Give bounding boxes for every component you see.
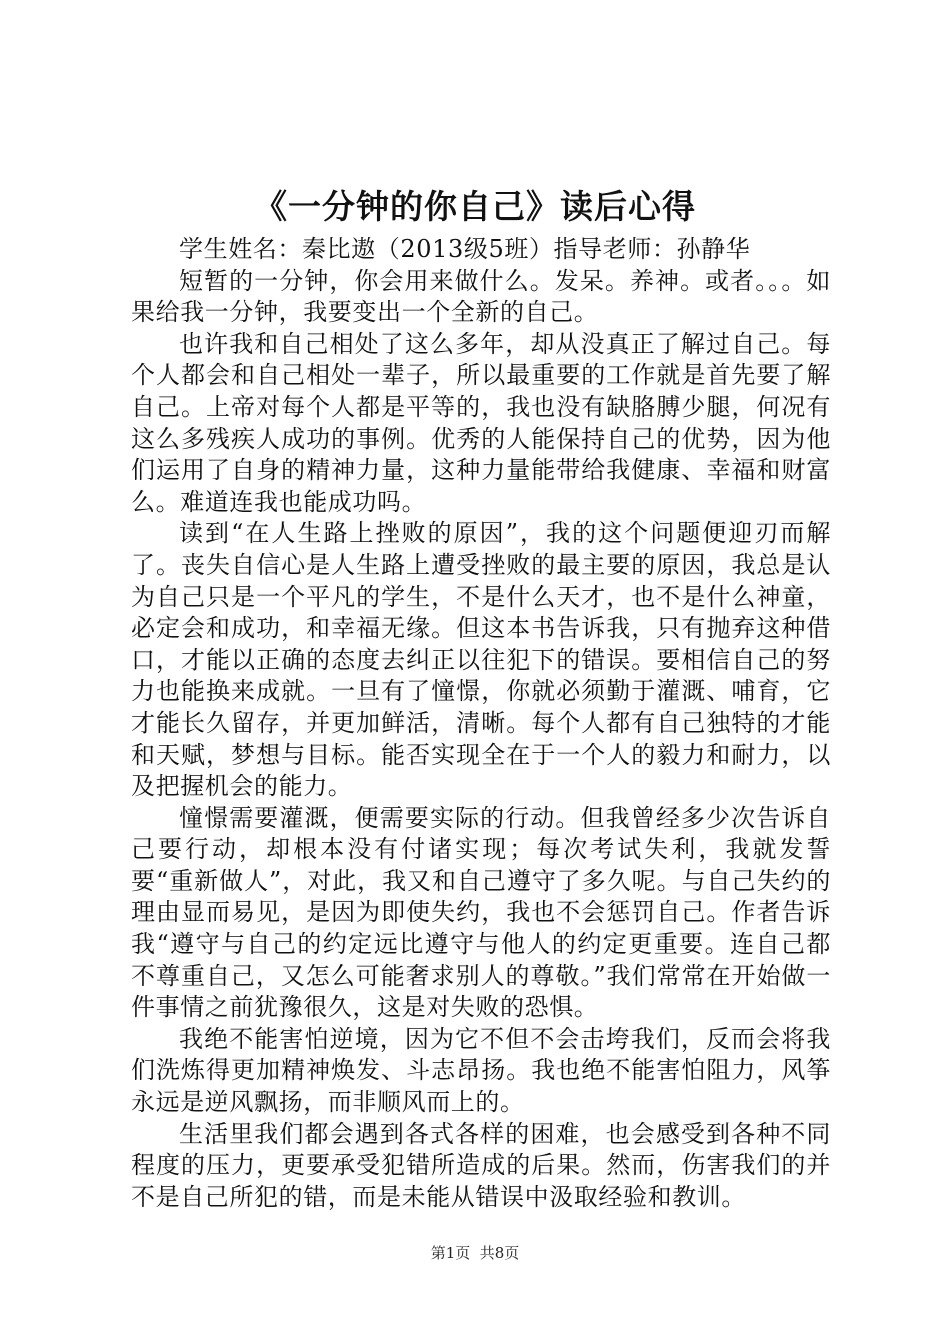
paragraph: 短暂的一分钟，你会用来做什么。发呆。养神。或者。。。如果给我一分钟，我要变出一个全新的自己。 [131,266,831,327]
page-number: 第1页 共8页 [430,1244,520,1262]
paragraph: 我绝不能害怕逆境，因为它不但不会击垮我们，反而会将我们洗炼得更加精神焕发、斗志昂扬。我也绝不能害怕阻力，风筝永远是逆风飘扬，而非顺风而上的。 [131,1024,831,1117]
author-line: 学生姓名：秦比遨（2013级5班）指导老师：孙静华 [179,235,751,263]
document-body [131,234,831,1213]
paragraph: 生活里我们都会遇到各式各样的困难，也会感受到各种不同程度的压力，更要承受犯错所造成的后果。然而，伤害我们的并不是自己所犯的错，而是未能从错误中汲取经验和教训。 [131,1119,831,1211]
paragraph: 憧憬需要灌溉，便需要实际的行动。但我曾经多少次告诉自己要行动，却根本没有付诸实现；每次考试失利，我就发誓要“重新做人”，对此，我又和自己遵守了多久呢。与自己失约的理由显而易见，是因为即使失约，我也不会惩罚自己。作者告诉我“遵守与自己的约定远比遵守与他人的约定更重要。连自己都不尊重自己，又怎么可能奢求别人的尊敬。”我们常常在开始做一件事情之前犹豫很久，这是对失败的恐惧。 [131,803,831,1022]
page-footer [0,1243,950,1263]
paragraph: 也许我和自己相处了这么多年，却从没真正了解过自己。每个人都会和自己相处一辈子，所以最重要的工作就是首先要了解自己。上帝对每个人都是平等的，我也没有缺胳膊少腿，何况有这么多残疾人成功的事例。优秀的人能保持自己的优势，因为他们运用了自身的精神力量，这种力量能带给我健康、幸福和财富么。难道连我也能成功吗。 [131,329,831,516]
document-title: 《一分钟的你自己》读后心得 [254,187,696,226]
paragraph: 读到“在人生路上挫败的原因”，我的这个问题便迎刃而解了。丧失自信心是人生路上遭受挫败的最主要的原因，我总是认为自己只是一个平凡的学生，不是什么天才，也不是什么神童，必定会和成功，和幸福无缘。但这本书告诉我，只有抛弃这种借口，才能以正确的态度去纠正以往犯下的错误。要相信自己的努力也能换来成就。一旦有了憧憬，你就必须勤于灌溉、哺育，它才能长久留存，并更加鲜活，清晰。每个人都有自己独特的才能和天赋，梦想与目标。能否实现全在于一个人的毅力和耐力，以及把握机会的能力。 [131,519,831,801]
